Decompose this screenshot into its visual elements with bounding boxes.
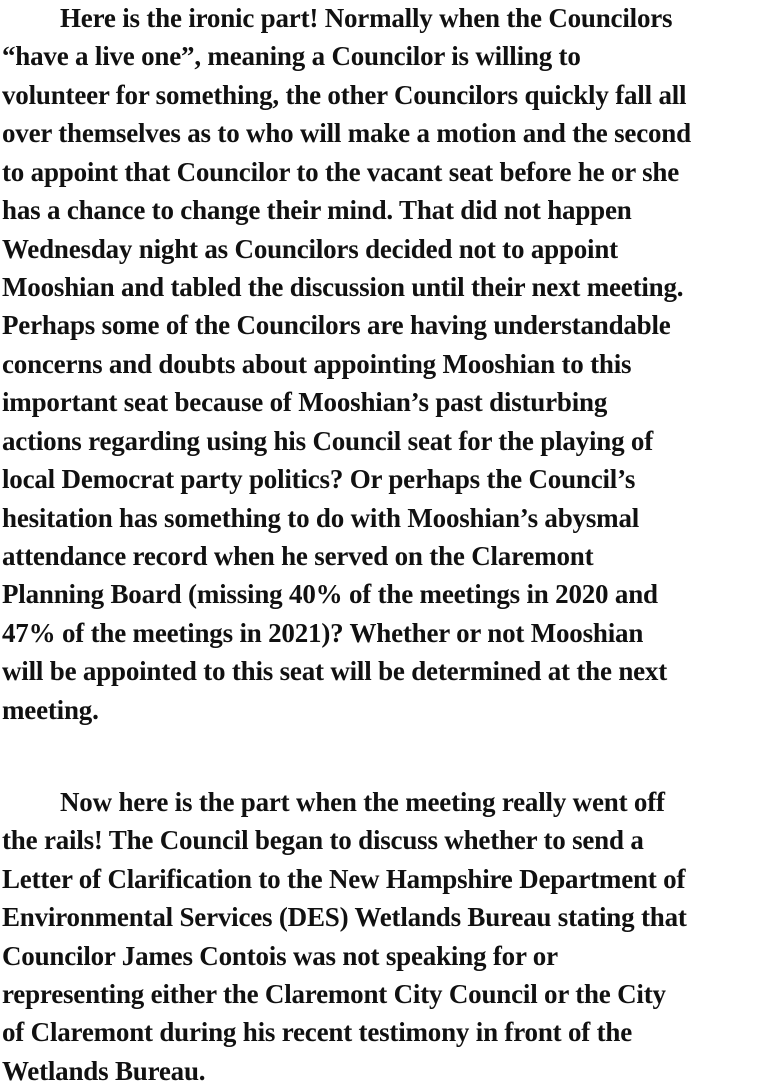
text-line: concerns and doubts about appointing Mooshian to this bbox=[2, 349, 632, 379]
text-line: to appoint that Councilor to the vacant seat before he or she bbox=[2, 157, 680, 187]
text-line: representing either the Claremont City Council or the City bbox=[2, 979, 666, 1009]
text-line: the rails! The Council began to discuss whether to send a bbox=[2, 825, 644, 855]
text-line: will be appointed to this seat will be determined at the next bbox=[2, 656, 668, 686]
text-line: hesitation has something to do with Mooshian’s abysmal bbox=[2, 503, 640, 533]
text-line: volunteer for something, the other Councilors quickly fall all bbox=[2, 80, 687, 110]
text-line: Environmental Services (DES) Wetlands Bureau stating that bbox=[2, 902, 687, 932]
text-line: Planning Board (missing 40% of the meetings in 2020 and bbox=[2, 579, 658, 609]
text-line: 47% of the meetings in 2021)? Whether or not Mooshian bbox=[2, 618, 644, 648]
text-line: over themselves as to who will make a motion and the second bbox=[2, 118, 691, 148]
text-line: meeting. bbox=[2, 695, 99, 725]
text-line: of Claremont during his recent testimony in front of the bbox=[2, 1017, 633, 1047]
text-line: Mooshian and tabled the discussion until their next meeting. bbox=[2, 272, 684, 302]
text-line: Now here is the part when the meeting really went off bbox=[60, 787, 665, 817]
text-line: important seat because of Mooshian’s past disturbing bbox=[2, 387, 608, 417]
text-line: Wednesday night as Councilors decided not to appoint bbox=[2, 234, 618, 264]
text-line: Here is the ironic part! Normally when the Councilors bbox=[60, 3, 673, 33]
text-line: “have a live one”, meaning a Councilor is willing to bbox=[2, 41, 581, 71]
text-line: Councilor James Contois was not speaking for or bbox=[2, 941, 558, 971]
text-line: Letter of Clarification to the New Hampshire Department of bbox=[2, 864, 686, 894]
text-line: has a chance to change their mind. That did not happen bbox=[2, 195, 632, 225]
text-line: local Democrat party politics? Or perhaps the Council’s bbox=[2, 464, 636, 494]
text-line: Wetlands Bureau. bbox=[2, 1056, 206, 1086]
text-line: Perhaps some of the Councilors are having understandable bbox=[2, 310, 671, 340]
text-line: attendance record when he served on the Claremont bbox=[2, 541, 594, 571]
text-line: actions regarding using his Council seat for the playing of bbox=[2, 426, 654, 456]
